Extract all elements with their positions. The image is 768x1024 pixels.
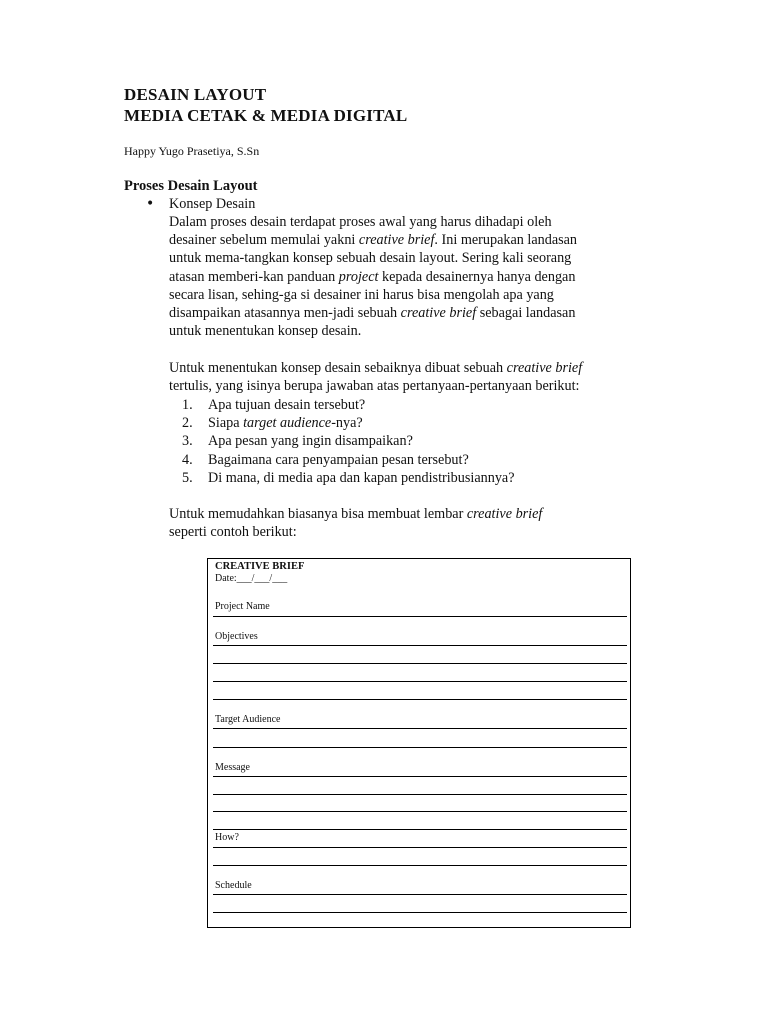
brief-date: Date:___/___/___ (215, 573, 288, 584)
creative-brief-form (207, 558, 631, 928)
list-item: 3. Apa pesan yang ingin disampaikan? (182, 433, 413, 450)
objectives-line (213, 699, 627, 700)
section-heading: Proses Desain Layout (124, 178, 258, 194)
paragraph-line: untuk menentukan konsep desain. (169, 323, 362, 340)
paragraph-line: secara lisan, sehing-ga si desainer ini harus bisa mengolah apa yang (169, 286, 554, 303)
paragraph-line: Dalam proses desain terdapat proses awal yang harus dihadapi oleh (169, 214, 552, 230)
how-label: How? (215, 832, 239, 843)
list-item: 2. Siapa target audience-nya? (182, 415, 363, 432)
objectives-line (213, 681, 627, 682)
list-item: 4. Bagaimana cara penyampaian pesan tersebut? (182, 451, 469, 468)
title-line-1: DESAIN LAYOUT (124, 85, 267, 104)
objectives-line (213, 663, 627, 664)
message-line (213, 811, 627, 812)
paragraph-line: Untuk memudahkan biasanya bisa membuat lembar creative brief (169, 506, 543, 522)
paragraph-creative-brief-intro (169, 213, 649, 340)
how-line (213, 847, 627, 848)
project-name-line (213, 616, 627, 617)
target-audience-label: Target Audience (215, 714, 281, 725)
paragraph-line: seperti contoh berikut: (169, 524, 297, 541)
bullet-label: Konsep Desain (169, 196, 256, 212)
paragraph-line: atasan memberi-kan panduan project kepada desainernya hanya dengan (169, 268, 576, 285)
schedule-line (213, 912, 627, 913)
how-line (213, 865, 627, 866)
message-label: Message (215, 762, 250, 773)
paragraph-line: desainer sebelum memulai yakni creative brief. Ini merupakan landasan (169, 232, 578, 249)
paragraph-questions-intro (169, 359, 649, 395)
bullet-icon: • (146, 196, 155, 212)
list-item: 1. Apa tujuan desain tersebut? (182, 397, 366, 413)
schedule-label: Schedule (215, 880, 252, 891)
list-item: 5. Di mana, di media apa dan kapan pendistribusiannya? (182, 469, 515, 486)
message-line (213, 776, 627, 777)
target-audience-line (213, 728, 627, 729)
paragraph-line: disampaikan atasannya men-jadi sebuah creative brief sebagai landasan (169, 305, 576, 322)
schedule-line (213, 894, 627, 895)
message-line (213, 794, 627, 795)
brief-title: CREATIVE BRIEF (215, 561, 305, 572)
document-title (124, 84, 407, 126)
objectives-label: Objectives (215, 631, 258, 642)
paragraph-brief-example-intro (169, 505, 649, 541)
paragraph-line: Untuk menentukan konsep desain sebaiknya dibuat sebuah creative brief (169, 360, 583, 376)
paragraph-line: tertulis, yang isinya berupa jawaban atas pertanyaan-pertanyaan berikut: (169, 378, 580, 395)
objectives-line (213, 645, 627, 646)
title-line-2: MEDIA CETAK & MEDIA DIGITAL (124, 106, 408, 125)
questions-list (182, 396, 515, 487)
paragraph-line: untuk mema-tangkan konsep sebuah desain layout. Sering kali seorang (169, 250, 572, 267)
author-name: Happy Yugo Prasetiya, S.Sn (124, 144, 260, 158)
message-line (213, 829, 627, 830)
target-audience-line (213, 747, 627, 748)
project-name-label: Project Name (215, 601, 270, 612)
